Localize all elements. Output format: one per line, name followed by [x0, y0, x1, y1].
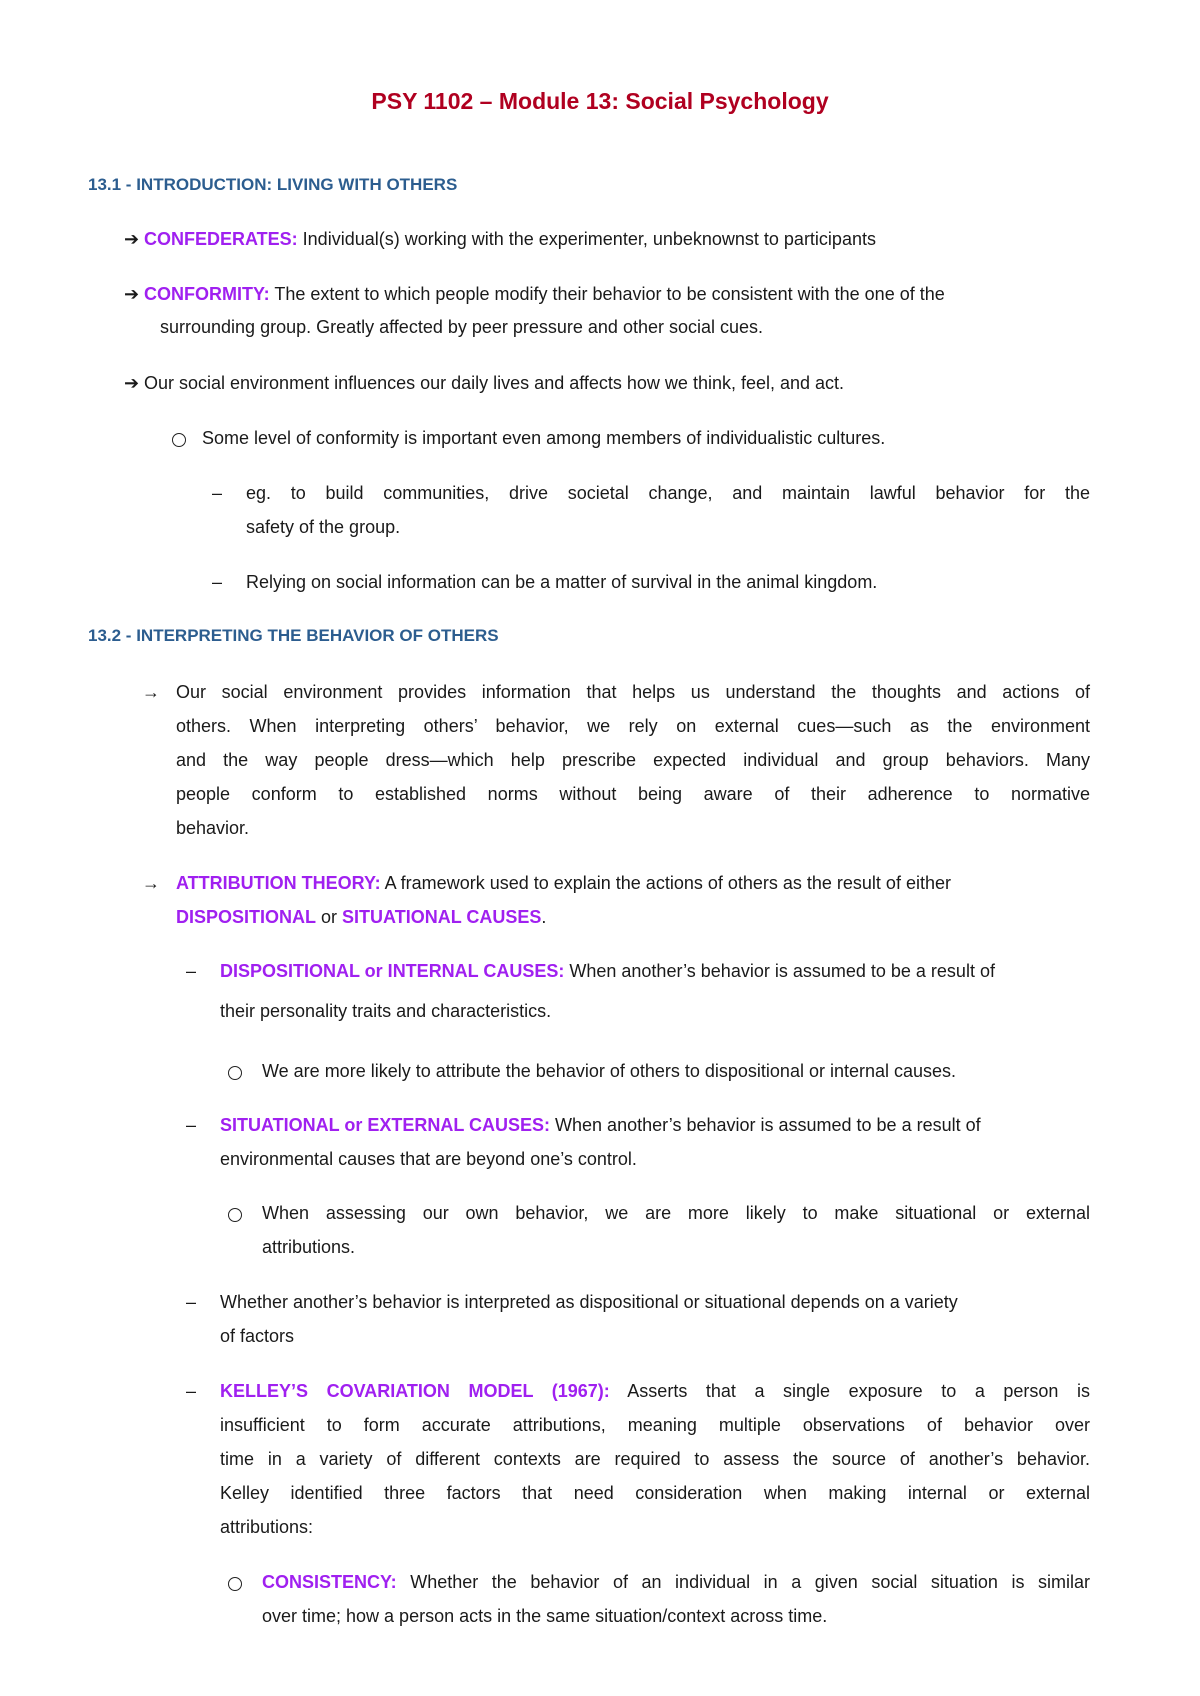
term-situational-causes: SITUATIONAL CAUSES: [342, 907, 542, 927]
term-confederates: CONFEDERATES:: [144, 229, 298, 249]
dash-bullet-icon: –: [212, 483, 223, 503]
consistency-text-line-2: over time; how a person acts in the same situation/context across time.: [262, 1606, 828, 1626]
section-heading-13-1: 13.1 - INTRODUCTION: LIVING WITH OTHERS: [88, 175, 458, 194]
example-point-line-1: eg. to build communities, drive societal change, and maintain lawful behavior for the: [246, 483, 1090, 503]
arrow-icon: ➔: [124, 284, 140, 304]
conformity-text: The extent to which people modify their behavior to be consistent with the one of the: [269, 284, 945, 304]
conformity-text-line-2: surrounding group. Greatly affected by peer pressure and other social cues.: [160, 317, 764, 337]
dash-bullet-icon: –: [186, 1292, 197, 1312]
arrow-icon: ➔: [124, 229, 140, 249]
hollow-circle-bullet-icon: [228, 1208, 242, 1222]
attribution-causes-line: [176, 906, 546, 928]
social-info-paragraph-line-3: and the way people dress—which help prescribe expected individual and group behaviors. Many: [176, 750, 1090, 770]
dash-bullet-icon: –: [186, 961, 197, 981]
variety-of-factors-line-1: Whether another’s behavior is interpreted as dispositional or situational depends on a variety: [220, 1292, 958, 1312]
hollow-circle-bullet-icon: [228, 1577, 242, 1591]
term-consistency: CONSISTENCY:: [262, 1572, 397, 1592]
situational-bullet-line-2: attributions.: [262, 1237, 356, 1257]
arrow-icon: →: [142, 682, 160, 702]
term-attribution-theory: ATTRIBUTION THEORY:: [176, 873, 381, 893]
situational-bullet-line-1: When assessing our own behavior, we are more likely to make situational or external: [262, 1203, 1090, 1223]
kelley-model-line-3: time in a variety of different contexts are required to assess the source of another’s behavior.: [220, 1449, 1090, 1469]
social-info-paragraph-line-2: others. When interpreting others’ behavior, we rely on external cues—such as the environment: [176, 716, 1090, 736]
dash-bullet-icon: –: [186, 1381, 197, 1401]
survival-point: Relying on social information can be a matter of survival in the animal kingdom.: [246, 572, 878, 592]
arrow-icon: ➔: [124, 373, 140, 393]
consistency-definition: [262, 1571, 1090, 1593]
conformity-importance-point: Some level of conformity is important even among members of individualistic cultures.: [202, 428, 886, 448]
dispositional-bullet: We are more likely to attribute the behavior of others to dispositional or internal causes.: [262, 1061, 957, 1081]
section-heading-13-2: 13.2 - INTERPRETING THE BEHAVIOR OF OTHERS: [88, 626, 499, 645]
or-text: or: [316, 907, 343, 927]
social-environment-point: Our social environment influences our daily lives and affects how we think, feel, and act.: [144, 373, 845, 393]
attribution-theory-definition: [176, 872, 951, 894]
kelley-text: Asserts that a single exposure to a person is: [609, 1381, 1090, 1401]
consistency-text: Whether the behavior of an individual in a given social situation is similar: [396, 1572, 1090, 1592]
kelley-model-line-1: [220, 1380, 1090, 1402]
situational-causes-definition: [220, 1114, 981, 1136]
example-point-line-2: safety of the group.: [246, 517, 401, 537]
kelley-model-line-2: insufficient to form accurate attributions, meaning multiple observations of behavior over: [220, 1415, 1090, 1435]
term-conformity: CONFORMITY:: [144, 284, 270, 304]
confederates-definition: [144, 228, 876, 250]
term-kelley-model: KELLEY’S COVARIATION MODEL (1967):: [220, 1381, 610, 1401]
confederates-text: Individual(s) working with the experimenter, unbeknownst to participants: [297, 229, 876, 249]
dash-bullet-icon: –: [186, 1115, 197, 1135]
social-info-paragraph-line-4: people conform to established norms without being aware of their adherence to normative: [176, 784, 1090, 804]
document-title: PSY 1102 – Module 13: Social Psychology: [371, 88, 829, 114]
situational-text-line-2: environmental causes that are beyond one’s control.: [220, 1149, 637, 1169]
attribution-text: A framework used to explain the actions of others as the result of either: [380, 873, 951, 893]
conformity-definition: [144, 283, 945, 305]
social-info-paragraph-line-5: behavior.: [176, 818, 250, 838]
variety-of-factors-line-2: of factors: [220, 1326, 295, 1346]
dash-bullet-icon: –: [212, 572, 223, 592]
period-text: .: [541, 907, 547, 927]
hollow-circle-bullet-icon: [228, 1066, 242, 1080]
dispositional-text-line-2: their personality traits and characteristics.: [220, 1001, 552, 1021]
arrow-icon: →: [142, 873, 160, 893]
hollow-circle-bullet-icon: [172, 433, 186, 447]
dispositional-causes-definition: [220, 960, 995, 982]
term-dispositional: DISPOSITIONAL: [176, 907, 317, 927]
term-dispositional-internal: DISPOSITIONAL or INTERNAL CAUSES:: [220, 961, 565, 981]
social-info-paragraph-line-1: Our social environment provides information that helps us understand the thoughts and actions of: [176, 682, 1090, 702]
dispositional-text: When another’s behavior is assumed to be a result of: [564, 961, 995, 981]
situational-text: When another’s behavior is assumed to be a result of: [550, 1115, 981, 1135]
kelley-model-line-4: Kelley identified three factors that need consideration when making internal or external: [220, 1483, 1090, 1503]
kelley-model-line-5: attributions:: [220, 1517, 314, 1537]
term-situational-external: SITUATIONAL or EXTERNAL CAUSES:: [220, 1115, 551, 1135]
